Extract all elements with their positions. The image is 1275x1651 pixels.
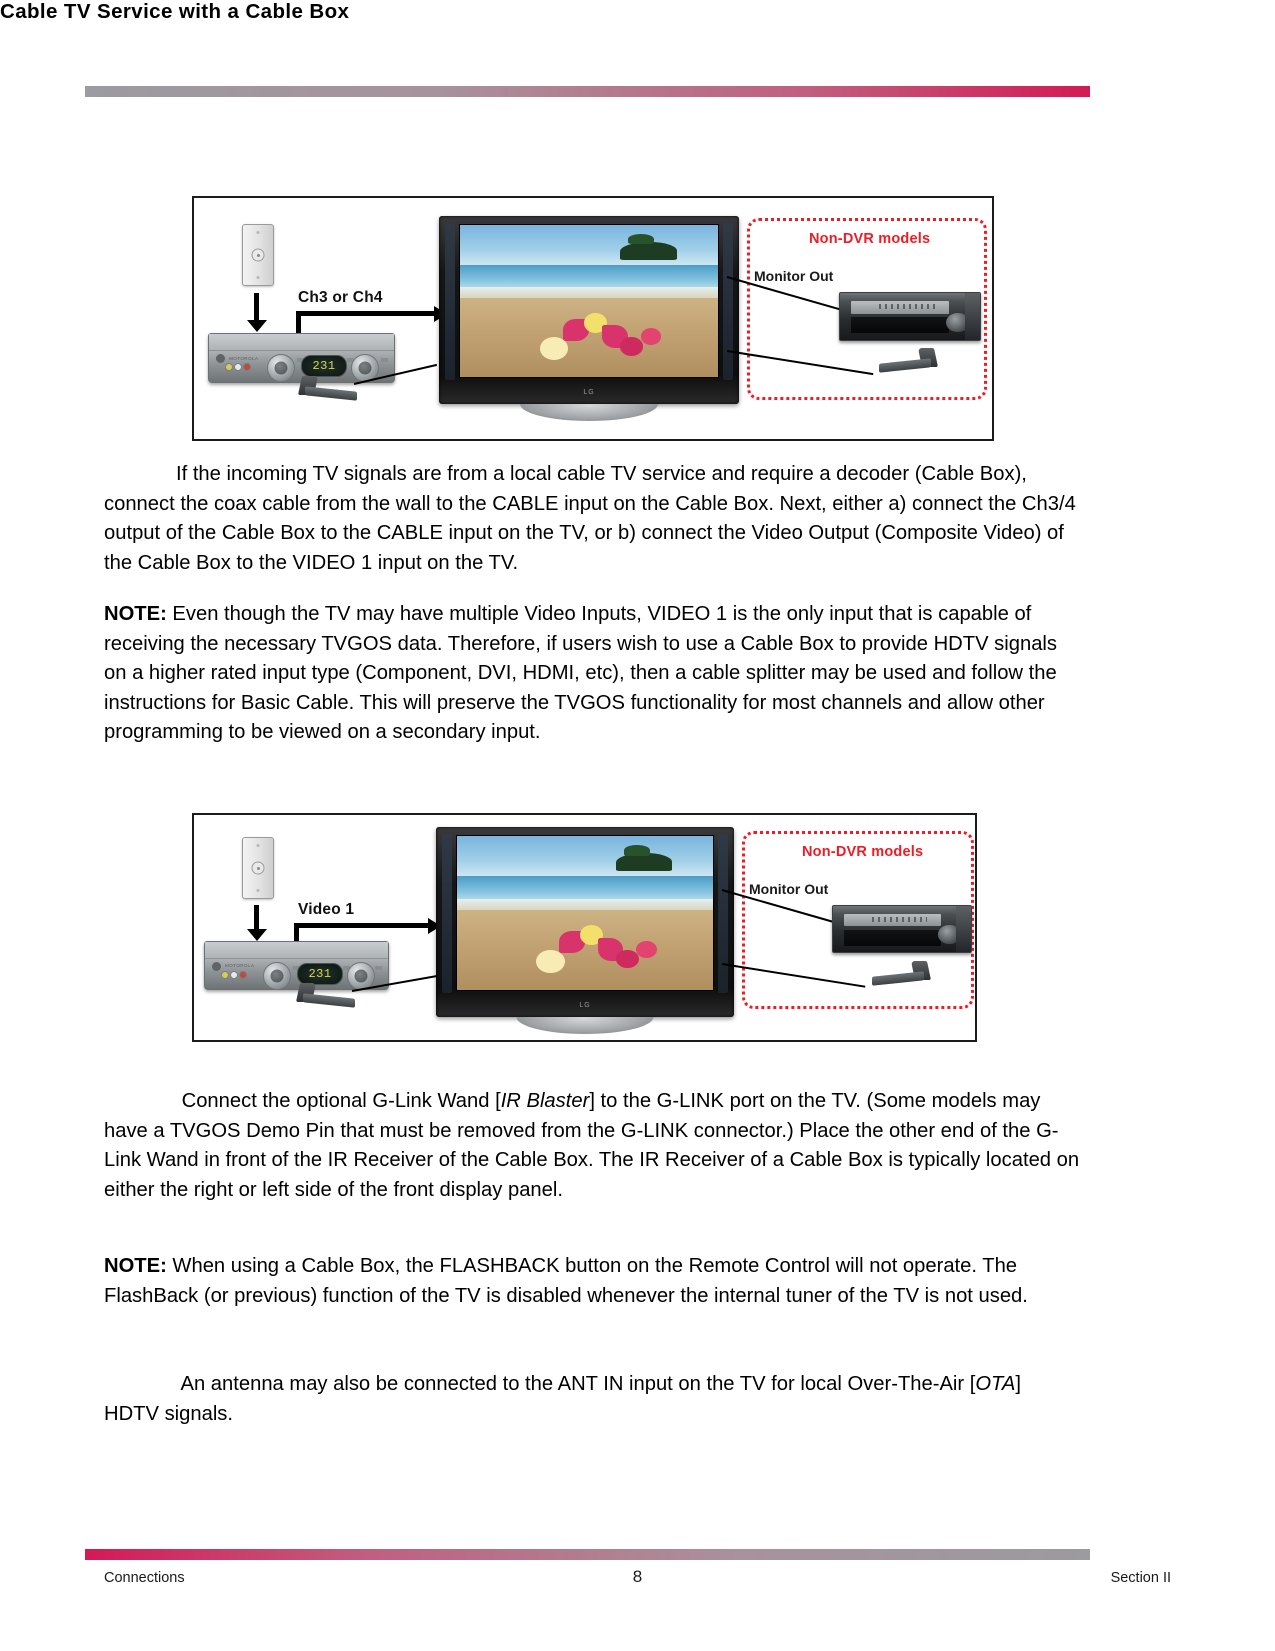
cable-box-channel-display: 231	[301, 355, 347, 377]
television-device	[436, 827, 734, 1017]
antenna-text-part2: ] HDTV signals.	[104, 1373, 1021, 1425]
tv-brand-logo: LG	[579, 1002, 591, 1009]
g-link-wand-right-icon	[859, 961, 929, 987]
footer-accent-bar	[85, 1549, 1090, 1560]
tv-stand	[516, 1017, 653, 1034]
tv-brand-logo: LG	[583, 389, 595, 396]
ir-blaster-emphasis: IR Blaster	[500, 1090, 590, 1112]
signal-label-video1: Video 1	[298, 901, 355, 918]
cable-box-device: MOTOROLA 231	[208, 333, 395, 383]
paragraph-note-flashback	[104, 1252, 1081, 1311]
note-body: Even though the TV may have multiple Video Inputs, VIDEO 1 is the only input that is capable of receiving the necessary TVGOS data. Therefore, if users wish to use a Cable Box to provide HDTV signals on a higher rated input type (Component, DVI, HDMI, etc), then a cable splitter may be used and follow the instructions for Basic Cable. This will preserve the TVGOS functionality for most channels and allow other programming to be viewed on a secondary input.	[104, 603, 1058, 743]
monitor-out-label: Monitor Out	[749, 881, 829, 897]
ota-emphasis: OTA	[975, 1373, 1016, 1395]
page-footer	[104, 1567, 1171, 1587]
figure-cable-box-video1	[192, 813, 977, 1042]
paragraph-cable-intro: If the incoming TV signals are from a local cable TV service and require a decoder (Cable Box), connect the coax cable from the wall to the CABLE input on the Cable Box. Next, either a) connect the Ch3/4 output of the Cable Box to the CABLE input on the TV, or b) connect the Video Output (Composite Video) of the Cable Box to the VIDEO 1 input on the TV.	[104, 463, 1076, 574]
glink-text-part2: ] to the G-LINK port on the TV. (Some models may have a TVGOS Demo Pin that must be removed from the G-LINK connector.) Place the other end of the G-Link Wand in front of the IR Receiver of the Cable Box. The IR Receiver of a Cable Box is typically located on either the right or left side of the front display panel.	[104, 1090, 1080, 1201]
footer-page-number: 8	[632, 1567, 643, 1586]
paragraph-glink-wand	[104, 1087, 1081, 1205]
wall-coax-plate-icon	[242, 837, 274, 899]
g-link-wand-left-icon	[300, 376, 370, 402]
tv-screen-image	[459, 224, 719, 378]
paragraph-note-video1	[104, 600, 1081, 748]
glink-text-part1: Connect the optional G-Link Wand [	[181, 1090, 501, 1112]
page-title: Cable TV Service with a Cable Box	[0, 0, 350, 23]
monitor-out-label: Monitor Out	[754, 268, 834, 284]
figure-cable-box-ch3-ch4	[192, 196, 994, 441]
g-link-wand-left-icon	[298, 983, 368, 1009]
footer-section-label: Section II	[1110, 1570, 1172, 1586]
non-dvr-receiver-device	[839, 292, 981, 341]
non-dvr-receiver-device	[832, 905, 972, 953]
footer-section-name: Connections	[104, 1570, 185, 1586]
header-accent-bar	[85, 86, 1090, 97]
note-body: When using a Cable Box, the FLASHBACK button on the Remote Control will not operate. The FlashBack (or previous) function of the TV is disabled whenever the internal tuner of the TV is not used.	[104, 1255, 1028, 1307]
antenna-text-part1: An antenna may also be connected to the ANT IN input on the TV for local Over-The-Air [	[180, 1373, 976, 1395]
g-link-wand-right-icon	[866, 348, 936, 374]
wall-to-box-arrow-icon	[252, 905, 261, 930]
non-dvr-models-label: Non-DVR models	[802, 844, 924, 860]
non-dvr-models-label: Non-DVR models	[809, 231, 931, 247]
note-label: NOTE:	[104, 603, 167, 625]
tv-stand	[520, 404, 658, 421]
signal-label-ch3-ch4: Ch3 or Ch4	[298, 289, 383, 306]
tv-screen-image	[456, 835, 714, 991]
paragraph-antenna	[104, 1370, 1081, 1429]
television-device	[439, 216, 739, 404]
cable-box-channel-display: 231	[297, 963, 343, 985]
wall-coax-plate-icon	[242, 224, 274, 286]
note-label: NOTE:	[104, 1255, 167, 1277]
wall-to-box-arrow-icon	[252, 293, 261, 321]
cable-box-device: MOTOROLA 231	[204, 941, 389, 990]
